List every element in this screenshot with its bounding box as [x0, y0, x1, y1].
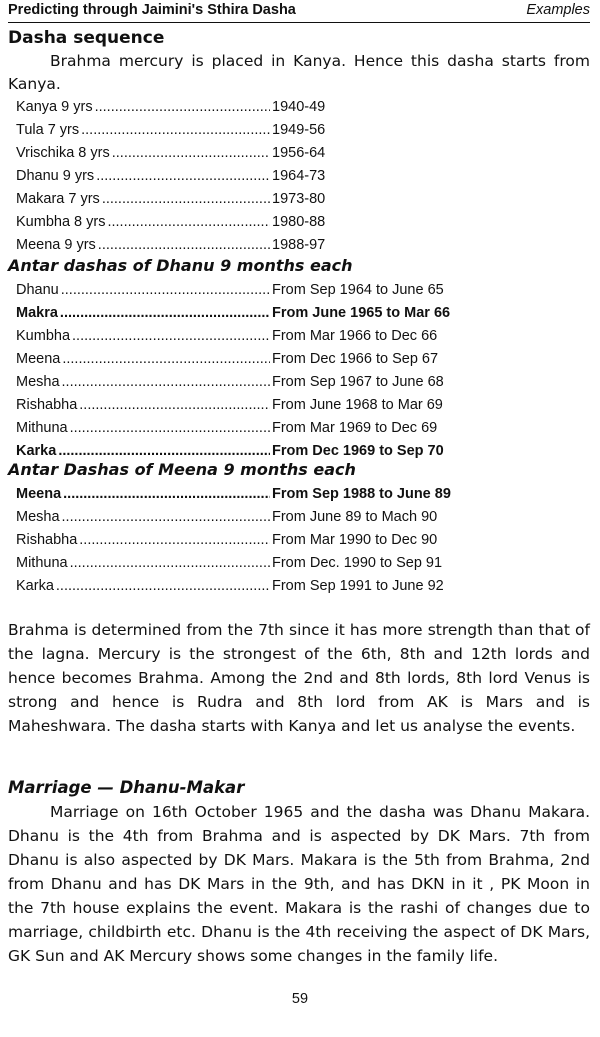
sign-label: Meena	[16, 351, 61, 367]
sign-label: Mesha	[16, 374, 60, 390]
period-value: 1956-64	[272, 145, 326, 161]
period-value: From Dec. 1990 to Sep 91	[272, 555, 443, 571]
list-item	[16, 142, 325, 165]
antar-dhanu-list	[16, 279, 450, 463]
period-value: 1949-56	[272, 122, 326, 138]
period-value: 1988-97	[272, 237, 326, 253]
heading-antar-meena: Antar Dashas of Meena 9 months each	[8, 460, 356, 479]
sign-label: Mithuna	[16, 420, 68, 436]
heading-marriage: Marriage — Dhanu-Makar	[8, 778, 245, 797]
leader-dots	[62, 348, 270, 371]
period-value: From Dec 1966 to Sep 67	[272, 351, 439, 367]
leader-dots	[60, 302, 270, 325]
sign-label: Dhanu 9 yrs	[16, 168, 95, 184]
leader-dots	[63, 483, 270, 506]
leader-dots	[79, 394, 270, 417]
leader-dots	[70, 552, 270, 575]
sign-label: Kumbha	[16, 328, 71, 344]
leader-dots	[72, 325, 270, 348]
period-value: 1940-49	[272, 99, 326, 115]
list-item	[16, 371, 450, 394]
running-header	[8, 0, 590, 23]
sign-label: Tula 7 yrs	[16, 122, 80, 138]
sign-label: Rishabha	[16, 397, 78, 413]
list-item	[16, 211, 325, 234]
list-item	[16, 165, 325, 188]
page-number: 59	[291, 991, 309, 1007]
sign-label: Rishabha	[16, 532, 78, 548]
leader-dots	[102, 188, 270, 211]
list-item	[16, 417, 450, 440]
running-header-title: Predicting through Jaimini's Sthira Dasha	[8, 2, 296, 18]
sign-label: Mithuna	[16, 555, 68, 571]
period-value: From Sep 1988 to June 89	[272, 486, 451, 502]
list-item	[16, 529, 451, 552]
leader-dots	[70, 417, 270, 440]
antar-meena-list	[16, 483, 451, 598]
sign-label: Mesha	[16, 509, 60, 525]
leader-dots	[112, 142, 270, 165]
sign-label: Vrischika 8 yrs	[16, 145, 110, 161]
list-item	[16, 279, 450, 302]
sign-label: Kanya 9 yrs	[16, 99, 93, 115]
list-item	[16, 506, 451, 529]
list-item	[16, 552, 451, 575]
leader-dots	[79, 529, 270, 552]
intro-paragraph: Brahma mercury is placed in Kanya. Hence this dasha starts from Kanya.	[8, 52, 590, 93]
paragraph-marriage: Marriage on 16th October 1965 and the dasha was Dhanu Makara. Dhanu is the 4th from Brahma and is aspected by DK Mars. 7th from Dhanu is also aspected by DK Mars. Makara is the 5th from Brahma, 2nd from Dhanu and has DK Mars in the 9th, and has DKN in it , PK Moon in the 7th house explains the event. Makara is the rashi of changes due to marriage, childbirth etc. Dhanu is the 4th receiving the aspect of DK Mars, GK Sun and AK Mercury shows some changes in the family life.	[8, 803, 590, 965]
sign-label: Karka	[16, 578, 54, 594]
heading-antar-dhanu: Antar dashas of Dhanu 9 months each	[8, 256, 353, 275]
sign-label: Makra	[16, 305, 58, 321]
period-value: From Sep 1964 to June 65	[272, 282, 444, 298]
leader-dots	[98, 234, 270, 257]
list-item	[16, 394, 450, 417]
leader-dots	[107, 211, 270, 234]
period-value: From June 89 to Mach 90	[272, 509, 438, 525]
dasha-sequence-list	[16, 96, 325, 257]
period-value: 1973-80	[272, 191, 326, 207]
sign-label: Meena	[16, 486, 62, 502]
leader-dots	[61, 279, 270, 302]
leader-dots	[56, 575, 270, 598]
sign-label: Karka	[16, 443, 57, 459]
leader-dots	[81, 119, 270, 142]
list-item	[16, 96, 325, 119]
sign-label: Meena 9 yrs	[16, 237, 96, 253]
period-value: 1980-88	[272, 214, 326, 230]
leader-dots	[62, 506, 270, 529]
leader-dots	[62, 371, 270, 394]
period-value: From Sep 1967 to June 68	[272, 374, 444, 390]
list-item	[16, 325, 450, 348]
leader-dots	[96, 165, 270, 188]
paragraph-text: Brahma is determined from the 7th since it has more strength than that of the lagna. Mercury is the strongest of the 6th, 8th and 12th lords and hence becomes Brahma. Among the 2nd and 8th lords, 8th lord Venus is strong and hence is Rudra and 8th lord from AK is Mars and is Maheshwara. The dasha starts with Kanya and let us analyse the events.	[8, 621, 590, 735]
sign-label: Makara 7 yrs	[16, 191, 100, 207]
list-item	[16, 234, 325, 257]
paragraph-brahma	[8, 618, 590, 738]
period-value: From Mar 1990 to Dec 90	[272, 532, 438, 548]
period-value: From Mar 1966 to Dec 66	[272, 328, 438, 344]
period-value: From June 1968 to Mar 69	[272, 397, 443, 413]
list-item	[16, 119, 325, 142]
sign-label: Dhanu	[16, 282, 59, 298]
period-value: 1964-73	[272, 168, 326, 184]
list-item	[16, 188, 325, 211]
period-value: From June 1965 to Mar 66	[272, 305, 451, 321]
list-item	[16, 302, 450, 325]
period-value: From Mar 1969 to Dec 69	[272, 420, 438, 436]
running-header-section: Examples	[526, 2, 590, 18]
period-value: From Sep 1991 to June 92	[272, 578, 444, 594]
list-item	[16, 483, 451, 506]
list-item	[16, 348, 450, 371]
sign-label: Kumbha 8 yrs	[16, 214, 106, 230]
leader-dots	[95, 96, 270, 119]
list-item	[16, 575, 451, 598]
heading-dasha-sequence: Dasha sequence	[8, 28, 165, 48]
period-value: From Dec 1969 to Sep 70	[272, 443, 444, 459]
